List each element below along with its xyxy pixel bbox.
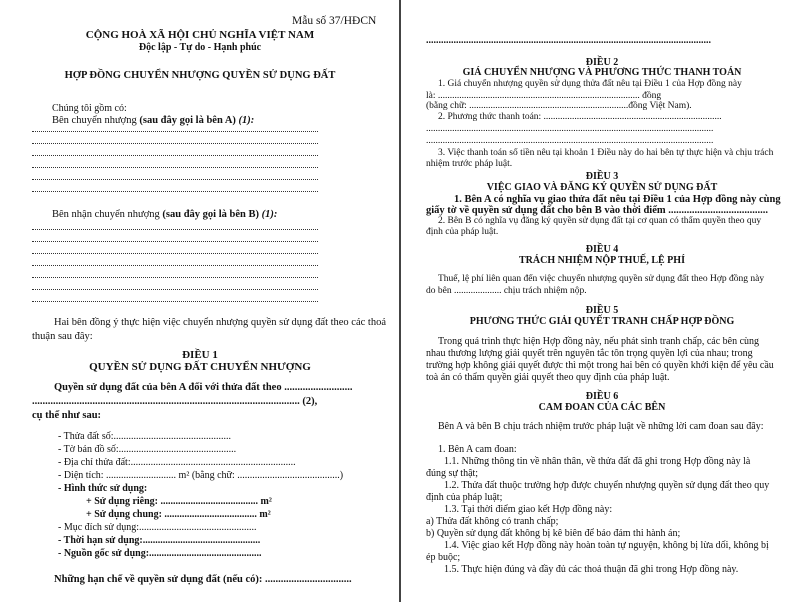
left-page [0, 0, 396, 602]
article-6-text: đúng sự thật; [426, 468, 479, 479]
article-5-title: PHƯƠNG THỨC GIẢI QUYẾT TRANH CHẤP HỢP ĐỒNG [469, 316, 735, 327]
national-title: CỘNG HOÀ XÃ HỘI CHỦ NGHĨA VIỆT NAM [85, 29, 315, 41]
national-motto: Độc lập - Tự do - Hạnh phúc [138, 42, 262, 53]
article-2-text: là: ..................................................................................... đồng [426, 91, 662, 101]
party-b-fill-line[interactable] [32, 277, 318, 278]
article-5-text: nhau thương lượng giải quyết trên nguyên tắc tôn trọng quyền lợi của nhau; trong [426, 348, 753, 359]
map-sheet-field: - Tờ bản đồ số:............................................... [58, 444, 237, 455]
article-4-title: TRÁCH NHIỆM NỘP THUẾ, LỆ PHÍ [519, 255, 685, 266]
page-divider [399, 0, 401, 602]
article-3-text: 1. Bên A có nghĩa vụ giao thửa đất nêu tại Điều 1 của Hợp đồng này cùng [454, 194, 781, 205]
area-field: - Diện tích: ............................ m² (bằng chữ: .........................................) [58, 470, 344, 481]
article-1-heading: ĐIỀU 1 [182, 349, 218, 361]
party-a-fill-line[interactable] [32, 179, 318, 180]
article-3-text: 2. Bên B có nghĩa vụ đăng ký quyền sử dụng đất tại cơ quan có thẩm quyền theo quy [438, 216, 762, 226]
article-6-heading: ĐIỀU 6 [585, 391, 619, 402]
use-form-title: - Hình thức sử dụng: [58, 483, 148, 494]
party-a-fill-line[interactable] [32, 167, 318, 168]
article-2-text: 2. Phương thức thanh toán: ........................................................................... [438, 112, 722, 122]
article-6-text: a) Thửa đất không có tranh chấp; [426, 516, 559, 527]
article-5-heading: ĐIỀU 5 [585, 305, 619, 316]
article-2-fill-line: ......................................................................................................................... [426, 124, 714, 134]
article-1-text: Quyền sử dụng đất của bên A đối với thửa đất theo .......................... [54, 382, 353, 393]
article-5-text: toà án có thẩm quyền giải quyết theo quy định của pháp luật. [426, 372, 670, 383]
party-a-fill-line[interactable] [32, 155, 318, 156]
article-2-text: 1. Giá chuyển nhượng quyền sử dụng thửa đất nêu tại Điều 1 của Hợp đồng này [438, 79, 742, 89]
party-b-fill-line[interactable] [32, 229, 318, 230]
article-6-title: CAM ĐOAN CỦA CÁC BÊN [538, 402, 666, 413]
party-b-fill-line[interactable] [32, 253, 318, 254]
party-b-fill-line[interactable] [32, 265, 318, 266]
article-2-fill-line: ......................................................................................................................... [426, 136, 714, 146]
continuation-dots: .................................................................................................................. [426, 35, 711, 46]
origin-field: - Nguồn gốc sử dụng:............................................. [58, 548, 262, 559]
article-5-text: trường hợp không giải quyết được thì một trong hai bên có quyền khởi kiện để yêu cầu [426, 360, 774, 371]
term-field: - Thời hạn sử dụng:............................................... [58, 535, 261, 546]
article-3-title: VIỆC GIAO VÀ ĐĂNG KÝ QUYỀN SỬ DỤNG ĐẤT [486, 182, 718, 193]
article-6-text: ép buộc; [426, 552, 461, 563]
article-1-text: cụ thể như sau: [32, 410, 102, 421]
address-field: - Địa chỉ thửa đất:.................................................................. [58, 457, 296, 468]
article-4-text: do bên .................... chịu trách nhiệm nộp. [426, 286, 587, 296]
article-1-text: ...................................................................................................... (2), [32, 396, 318, 407]
article-2-heading: ĐIỀU 2 [585, 57, 619, 68]
agreement-text: thuận sau đây: [32, 331, 93, 342]
article-2-text: 3. Việc thanh toán số tiền nêu tại khoản 1 Điều này do hai bên tự thực hiện và chịu trách [438, 148, 774, 158]
party-b-fill-line[interactable] [32, 301, 318, 302]
parties-intro: Chúng tôi gồm có: [52, 103, 127, 114]
article-6-text: 1.3. Tại thời điểm giao kết Hợp đồng này: [444, 504, 613, 515]
article-2-text: nhiệm trước pháp luật. [426, 159, 513, 169]
article-6-text: 1.4. Việc giao kết Hợp đồng này hoàn toàn tự nguyện, không bị lừa dối, không bị [444, 540, 769, 551]
private-use-field: + Sử dụng riêng: ....................................... m² [86, 496, 272, 507]
right-page [404, 0, 800, 602]
party-a-fill-line[interactable] [32, 131, 318, 132]
parcel-number-field: - Thửa đất số:............................................... [58, 431, 232, 442]
article-2-title: GIÁ CHUYỂN NHƯỢNG VÀ PHƯƠNG THỨC THANH TOÁN [462, 67, 742, 78]
party-b-heading: Bên nhận chuyển nhượng (sau đây gọi là bên B) (1): [52, 209, 278, 220]
article-6-text: 1.5. Thực hiện đúng và đầy đủ các thoả thuận đã ghi trong Hợp đồng này. [444, 564, 739, 575]
article-6-text: 1. Bên A cam đoan: [438, 444, 517, 455]
article-2-text: (bằng chữ: ...................................................................đồng Việt Nam). [426, 101, 692, 111]
article-6-text: 1.2. Thửa đất thuộc trường hợp được chuyển nhượng quyền sử dụng đất theo quy [444, 480, 770, 491]
form-number: Mẫu số 37/HĐCN [292, 15, 377, 27]
article-4-text: Thuế, lệ phí liên quan đến việc chuyển nhượng quyền sử dụng đất theo Hợp đồng này [438, 274, 765, 284]
article-4-heading: ĐIỀU 4 [585, 244, 619, 255]
purpose-field: - Mục đích sử dụng:............................................... [58, 522, 257, 533]
article-3-heading: ĐIỀU 3 [585, 171, 619, 182]
document-title: HỢP ĐỒNG CHUYỂN NHƯỢNG QUYỀN SỬ DỤNG ĐẤT [64, 70, 336, 81]
party-b-fill-line[interactable] [32, 241, 318, 242]
article-6-text: Bên A và bên B chịu trách nhiệm trước pháp luật về những lời cam đoan sau đây: [438, 421, 764, 432]
agreement-text: Hai bên đồng ý thực hiện việc chuyển nhượng quyền sử dụng đất theo các thoả [54, 317, 386, 328]
article-6-text: 1.1. Những thông tin về nhân thân, về thửa đất đã ghi trong Hợp đồng này là [444, 456, 751, 467]
article-6-text: định của pháp luật; [426, 492, 503, 503]
party-a-fill-line[interactable] [32, 191, 318, 192]
party-a-fill-line[interactable] [32, 143, 318, 144]
article-3-text: giấy tờ về quyền sử dụng đất cho bên B vào thời điểm ...................................... [426, 205, 769, 216]
party-b-fill-line[interactable] [32, 289, 318, 290]
article-1-title: QUYỀN SỬ DỤNG ĐẤT CHUYỂN NHƯỢNG [89, 361, 311, 373]
article-6-text: b) Quyền sử dụng đất không bị kê biên để bảo đảm thi hành án; [426, 528, 681, 539]
common-use-field: + Sử dụng chung: ..................................... m² [86, 509, 271, 520]
article-5-text: Trong quá trình thực hiện Hợp đồng này, nếu phát sinh tranh chấp, các bên cùng [438, 336, 760, 347]
restrictions-field: Những hạn chế về quyền sử dụng đất (nếu có): ................................. [54, 574, 352, 585]
party-a-heading: Bên chuyển nhượng (sau đây gọi là bên A) (1): [52, 115, 255, 126]
article-3-text: định của pháp luật. [426, 227, 499, 237]
